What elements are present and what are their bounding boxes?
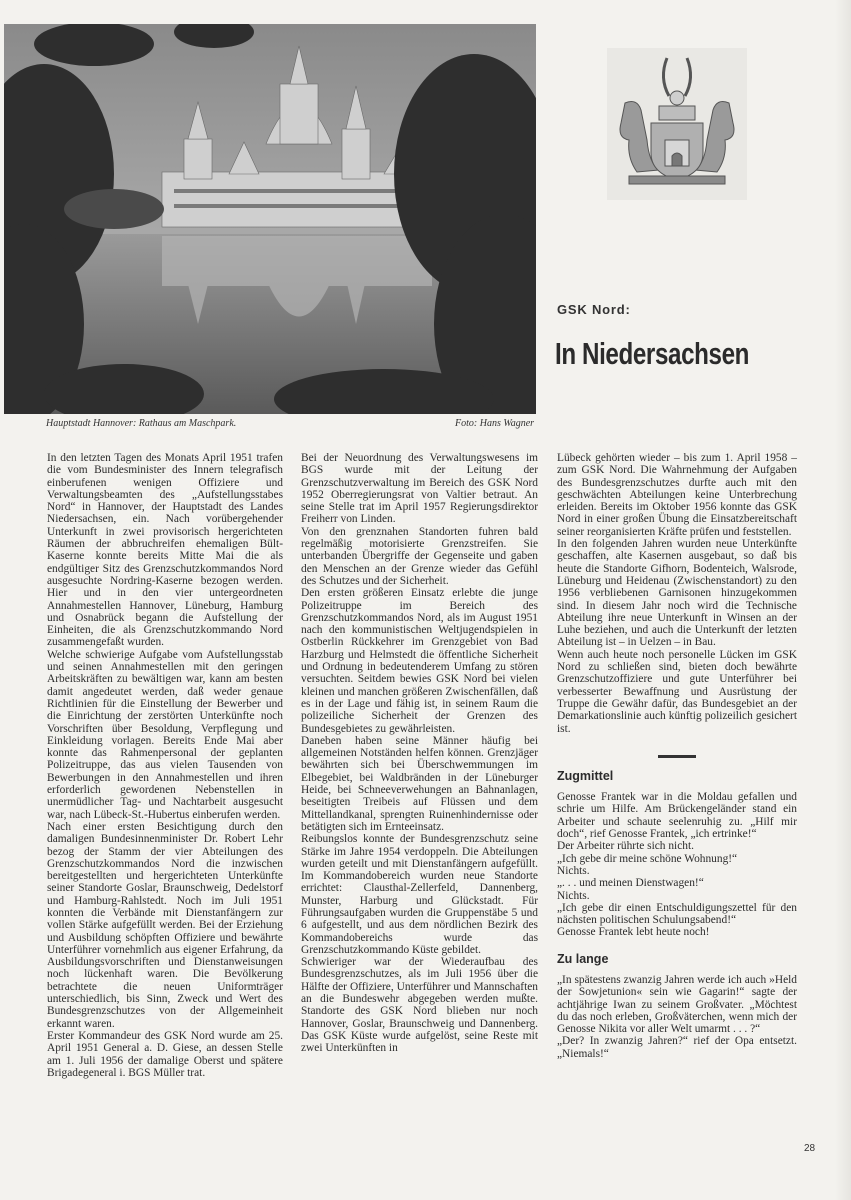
anecdote-paragraph: „Der? In zwanzig Jahren?“ rief der Opa entsetzt. „Niemals!“ <box>557 1035 797 1060</box>
paragraph: Welche schwierige Aufgabe vom Aufstellungsstab und seinen Annahmestellen mit den geringen Arbeitskräften zu bewältigen war, kann am besten damit angedeutet werden, daß weder genaue Richtlinien für die Einstellung der Bewerber und die Einrichtung der zerstörten Unterkünfte noch Vorschriften über Besoldung, Verpflegung und Einkleidung vorlagen. Bereits Ende Mai aber konnte das Rahmenpersonal der geplanten Polizeitruppe, das aus vielen Tausenden von Bewerbungen in den Annahmestellen und ihren erforderlich gewordenen Nebenstellen in unermüdlicher Tag- und Nachtarbeit ausgesucht war, nach Lübeck-St.-Hubertus einberufen werden. <box>47 648 283 821</box>
anecdote-paragraph: „Ich gebe dir einen Entschuldigungszettel für den nächsten politischen Schulungsabend!“ <box>557 901 797 927</box>
page-number: 28 <box>804 1143 816 1154</box>
article-kicker: GSK Nord: <box>557 302 631 317</box>
paragraph: In den folgenden Jahren wurden neue Unterkünfte geschaffen, alte Kasernen ausgebaut, so daß bis heute die Standorte Gifhorn, Bodenteich, Walsrode, Lüneburg und Heidenau (Zwischenstandort) zu den 1956 verbliebenen Garnisonen hinzugekommen sind. In diesem Jahr noch wird die Technische Abteilung ihre neue Unterkunft in Winsen an der Luhe beziehen, und auch die Unterkunft der letzten Abteilung ist – in Uelzen – in Bau. <box>557 538 797 649</box>
article-column-3 <box>557 452 797 1060</box>
coat-of-arms <box>607 48 747 200</box>
anecdote-paragraph: Der Arbeiter rührte sich nicht. <box>557 840 694 853</box>
anecdote-paragraph: „. . . und meinen Dienstwagen!“ <box>557 877 704 890</box>
anecdote-paragraph: „Ich gebe dir meine schöne Wohnung!“ <box>557 852 738 865</box>
paragraph: Nach einer ersten Besichtigung durch den damaligen Bundesinnenminister Dr. Robert Lehr bezog der Stamm der vier Abteilungen des Grenzschutzkommandos Nord die inzwischen bereitgestellten und hergerichteten Unterkünfte seiner Standorte Goslar, Braunschweig, Dedelstorf und Hamburg-Rahlstedt. Noch im Juli 1951 konnten die Verbände mit Dienstanfängern zur vollen Stärke aufgefüllt werden. Bei der Erziehung und Ausbildung schöpften Offiziere und bewährte Unterführer vornehmlich aus eigener Erfahrung, da Ausbildungsvorschriften und Dienstanweisungen noch lückenhaft waren. Die Bevölkerung betrachtete die neuen Uniformträger unterschiedlich, bis Sinn, Zweck und Wert des Bundesgrenzschutzes von der Allgemeinheit erkannt waren. <box>47 820 283 1030</box>
anecdote-paragraph: Nichts. <box>557 889 590 902</box>
article-column-2 <box>301 452 538 1055</box>
paragraph: In den letzten Tagen des Monats April 1951 trafen die vom Bundesminister des Innern telegrafisch einberufenen wenigen Offiziere und Verwaltungsbeamten des „Aufstellungsstabes Nord“ in Hannover, der Hauptstadt des Landes Niedersachsen, ein. Nach vorübergehender Unterkunft in zwei provisorisch hergerichteten Räumen der abbruchreifen ehemaligen Bült-Kaserne konnte bereits Mitte Mai die als endgültiger Sitz des Grenzschutzkommandos Nord ausgesuchte Nordring-Kaserne bezogen werden. Hier und in den vier untergeordneten Annahmestellen Hannover, Lüneburg, Hamburg und Osnabrück begann die Aufstellung der Einheiten, die als Grenzschutzkommando Nord zusammengefaßt wurden. <box>47 452 283 649</box>
anecdote-paragraph: Genosse Frantek war in die Moldau gefallen und schrie um Hilfe. Am Brückengeländer stand ein Arbeiter und schaute seelenruhig zu. „Hilf mir doch“, rief Genosse Frantek, „ich ertrinke!“ <box>557 791 797 841</box>
paragraph: Daneben haben seine Männer häufig bei allgemeinen Notständen helfen können. Grenzjäger bewährten sich bei Überschwemmungen im Elbegebiet, bei Waldbränden in der Lüneburger Heide, bei Schneeverwehungen an Bahnanlagen, beseitigten Treibeis auf Flüssen und dem Mittellandkanal, sprengten Ruinenhindernisse oder betätigten sich im Ernteeinsatz. <box>301 734 538 833</box>
anecdote-title-zugmittel: Zugmittel <box>557 768 614 783</box>
town-hall-photo <box>4 24 536 414</box>
paragraph: Bei der Neuordnung des Verwaltungswesens im BGS wurde mit der Leitung der Grenzschutzverwaltung im Bereich des GSK Nord 1952 Oberregierungsrat von Valtier betraut. An seine Stelle trat im April 1957 Regierungsdirektor Freiherr von Linden. <box>301 452 538 526</box>
page-edge <box>835 0 851 1200</box>
paragraph: Schwieriger war der Wiederaufbau des Bundesgrenzschutzes, als im Juli 1956 über die Hälfte der Offiziere, Unterführer und Mannschaften an die Bundeswehr abgegeben werden mußte. Standorte des GSK Nord blieben nur noch Hannover, Goslar, Braunschweig und Dannenberg. Das GSK Küste wurde aufgelöst, seine Reste mit zwei Unterkünften in <box>301 956 538 1055</box>
article-column-1 <box>47 452 283 1079</box>
paragraph: Erster Kommandeur des GSK Nord wurde am 25. April 1951 General a. D. Giese, an dessen Stelle am 1. Juli 1956 der damalige Oberst und spätere Brigadegeneral i. BGS Müller trat. <box>47 1029 283 1079</box>
paragraph: Den ersten größeren Einsatz erlebte die junge Polizeitruppe im Bereich des Grenzschutzkommandos Nord, als im August 1951 nach den kommunistischen Weltjugendspielen in Ostberlin Rückkehrer im Grenzgebiet von Bad Harzburg und Helmstedt die öffentliche Sicherheit und Ordnung in bedeutenderem Umfang zu stören versuchten. Seitdem bewies GSK Nord bei vielen kleinen und manchen größeren Zwischenfällen, daß es in der Lage und fähig ist, in seinem Raum die polizeiliche Sicherheit der Grenzen des Bundesgebietes zu gewährleisten. <box>301 587 538 735</box>
paragraph: Lübeck gehörten wieder – bis zum 1. April 1958 – zum GSK Nord. Die Wahrnehmung der Aufgaben des Bundesgrenzschutzes durfte auch mit den geschwächten Abteilungen keine Unterbrechung erleiden. Bereits im Oktober 1956 konnte das GSK Nord in einer großen Übung die Einsatzbereitschaft seiner reorganisierten Kräfte prüfen und feststellen. <box>557 452 797 538</box>
anecdote-paragraph: Genosse Frantek lebt heute noch! <box>557 926 710 939</box>
anecdote-paragraph: „In spätestens zwanzig Jahren werde ich auch »Held der Sowjetunion« sein wie Gagarin!“ sagte der achtjährige Iwan zu seinem Großvater. „Möchtest du das noch erleben, Großväterchen, wenn mich der Genosse Nikita vor aller Welt umarmt . . . ?“ <box>557 973 797 1036</box>
section-divider <box>658 755 696 758</box>
paragraph: Reibungslos konnte der Bundesgrenzschutz seine Stärke im Jahre 1954 verdoppeln. Die Abteilungen wurden geteilt und mit Dienstanfängern aufgefüllt. Im Kommandobereich wurden neue Standorte errichtet: Clausthal-Zellerfeld, Dannenberg, Munster, Harburg und Glückstadt. Für Führungsaufgaben wurden die Gruppenstäbe 5 und 6 aufgestellt, und aus dem nördlichen Bezirk des Kommandobereichs wurde das Grenzschutzkommando Küste gebildet. <box>301 833 538 956</box>
photo-caption: Hauptstadt Hannover: Rathaus am Maschpark. <box>46 418 237 429</box>
anecdote-title-zu-lange: Zu lange <box>557 951 609 966</box>
anecdote-paragraph: Nichts. <box>557 864 590 877</box>
paragraph: Von den grenznahen Standorten fuhren bald regelmäßig motorisierte Grenzstreifen. Sie unterbanden Übergriffe der Gegenseite und gaben den Menschen an der Grenze wieder das Gefühl des Schutzes und der Sicherheit. <box>301 525 538 587</box>
article-title: In Niedersachsen <box>555 336 750 371</box>
paragraph: Wenn auch heute noch personelle Lücken im GSK Nord zu schließen sind, bieten doch bewährte Grenzschutzoffiziere und gute Unterführer bei verbesserter Bewaffnung und Ausrüstung der Truppe die Gewähr dafür, das Bundesgebiet an der Demarkationslinie auch künftig polizeilich gesichert ist. <box>557 648 797 735</box>
photo-credit: Foto: Hans Wagner <box>455 418 535 429</box>
